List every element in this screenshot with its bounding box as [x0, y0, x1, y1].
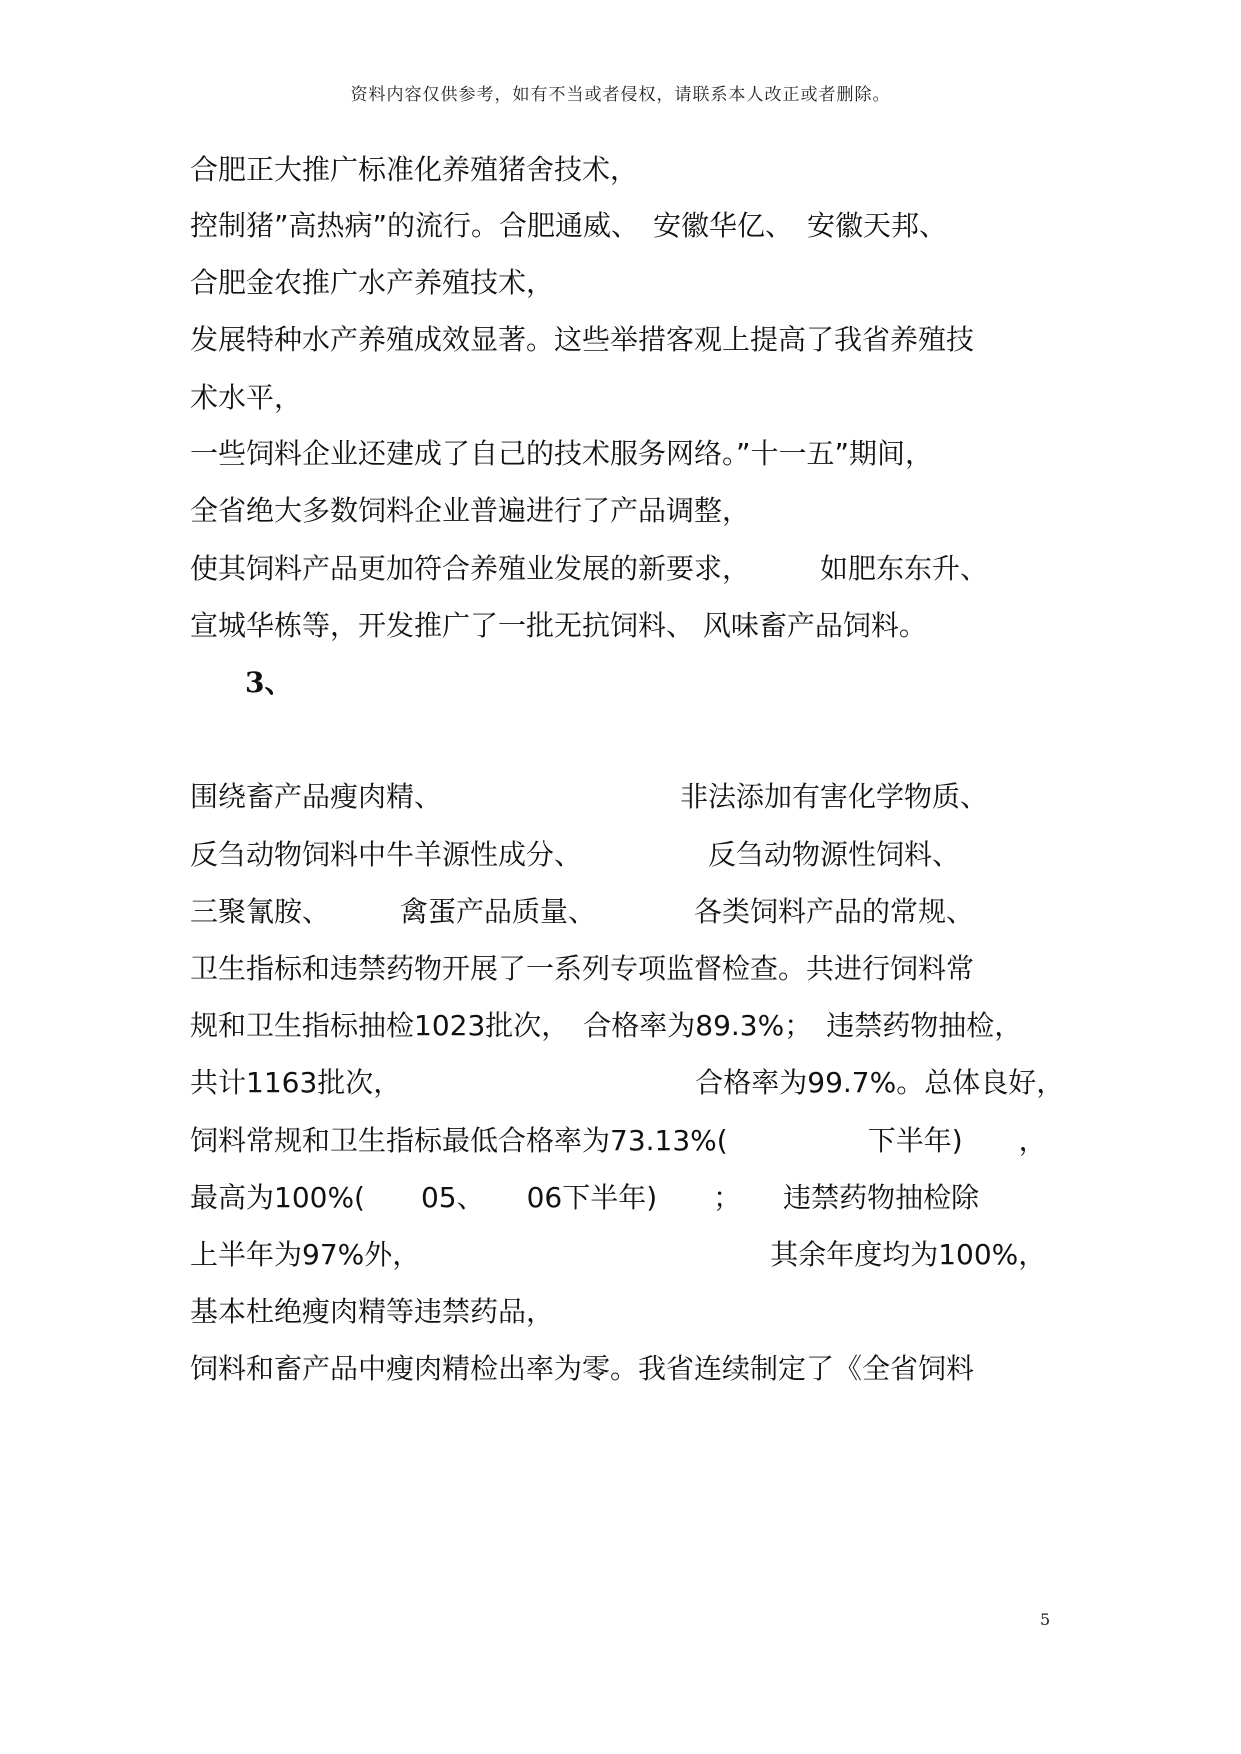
header-disclaimer: 资料内容仅供参考，如有不当或者侵权，请联系本人改正或者删除。	[350, 85, 891, 105]
body-line: 合肥金农推广水产养殖技术，	[190, 266, 555, 299]
body-line: 使其饲料产品更加符合养殖业发展的新要求， 如肥东东升、	[190, 552, 989, 585]
body-line: 一些饲料企业还建成了自己的技术服务网络。”十一五”期间，	[190, 437, 934, 470]
body-line: 最高为100%( 05、 06下半年) ； 违禁药物抽检除	[190, 1181, 980, 1214]
body-line: 反刍动物饲料中牛羊源性成分、 反刍动物源性饲料、	[190, 838, 961, 871]
body-line: 饲料和畜产品中瘦肉精检出率为零。我省连续制定了《全省饲料	[190, 1352, 975, 1385]
body-line: 卫生指标和违禁药物开展了一系列专项监督检查。共进行饲料常	[190, 952, 975, 985]
body-line: 上半年为97%外， 其余年度均为100%，	[190, 1238, 1047, 1271]
body-line: 合肥正大推广标准化养殖猪舍技术，	[190, 153, 639, 186]
body-line: 宣城华栋等，开发推广了一批无抗饲料、 风味畜产品饲料。	[190, 609, 927, 642]
body-line: 饲料常规和卫生指标最低合格率为73.13%( 下半年) ，	[190, 1124, 1047, 1157]
body-line: 全省绝大多数饲料企业普遍进行了产品调整，	[190, 494, 751, 527]
section-heading-line	[190, 720, 1070, 760]
body-line: 三聚氰胺、 禽蛋产品质量、 各类饲料产品的常规、	[190, 895, 975, 928]
body-line: 共计1163批次， 合格率为99.7%。总体良好，	[190, 1066, 1065, 1099]
body-line: 术水平，	[190, 381, 303, 414]
page-number: 5	[1040, 1610, 1051, 1629]
body-line: 控制猪”高热病”的流行。合肥通威、 安徽华亿、 安徽天邦、	[190, 209, 948, 242]
section-number: 3、	[245, 666, 293, 699]
body-line: 围绕畜产品瘦肉精、 非法添加有害化学物质、	[190, 780, 989, 813]
body-line: 基本杜绝瘦肉精等违禁药品，	[190, 1295, 555, 1328]
body-line: 发展特种水产养殖成效显著。这些举措客观上提高了我省养殖技	[190, 323, 975, 356]
body-line: 规和卫生指标抽检1023批次， 合格率为89.3%； 违禁药物抽检，	[190, 1009, 1023, 1042]
